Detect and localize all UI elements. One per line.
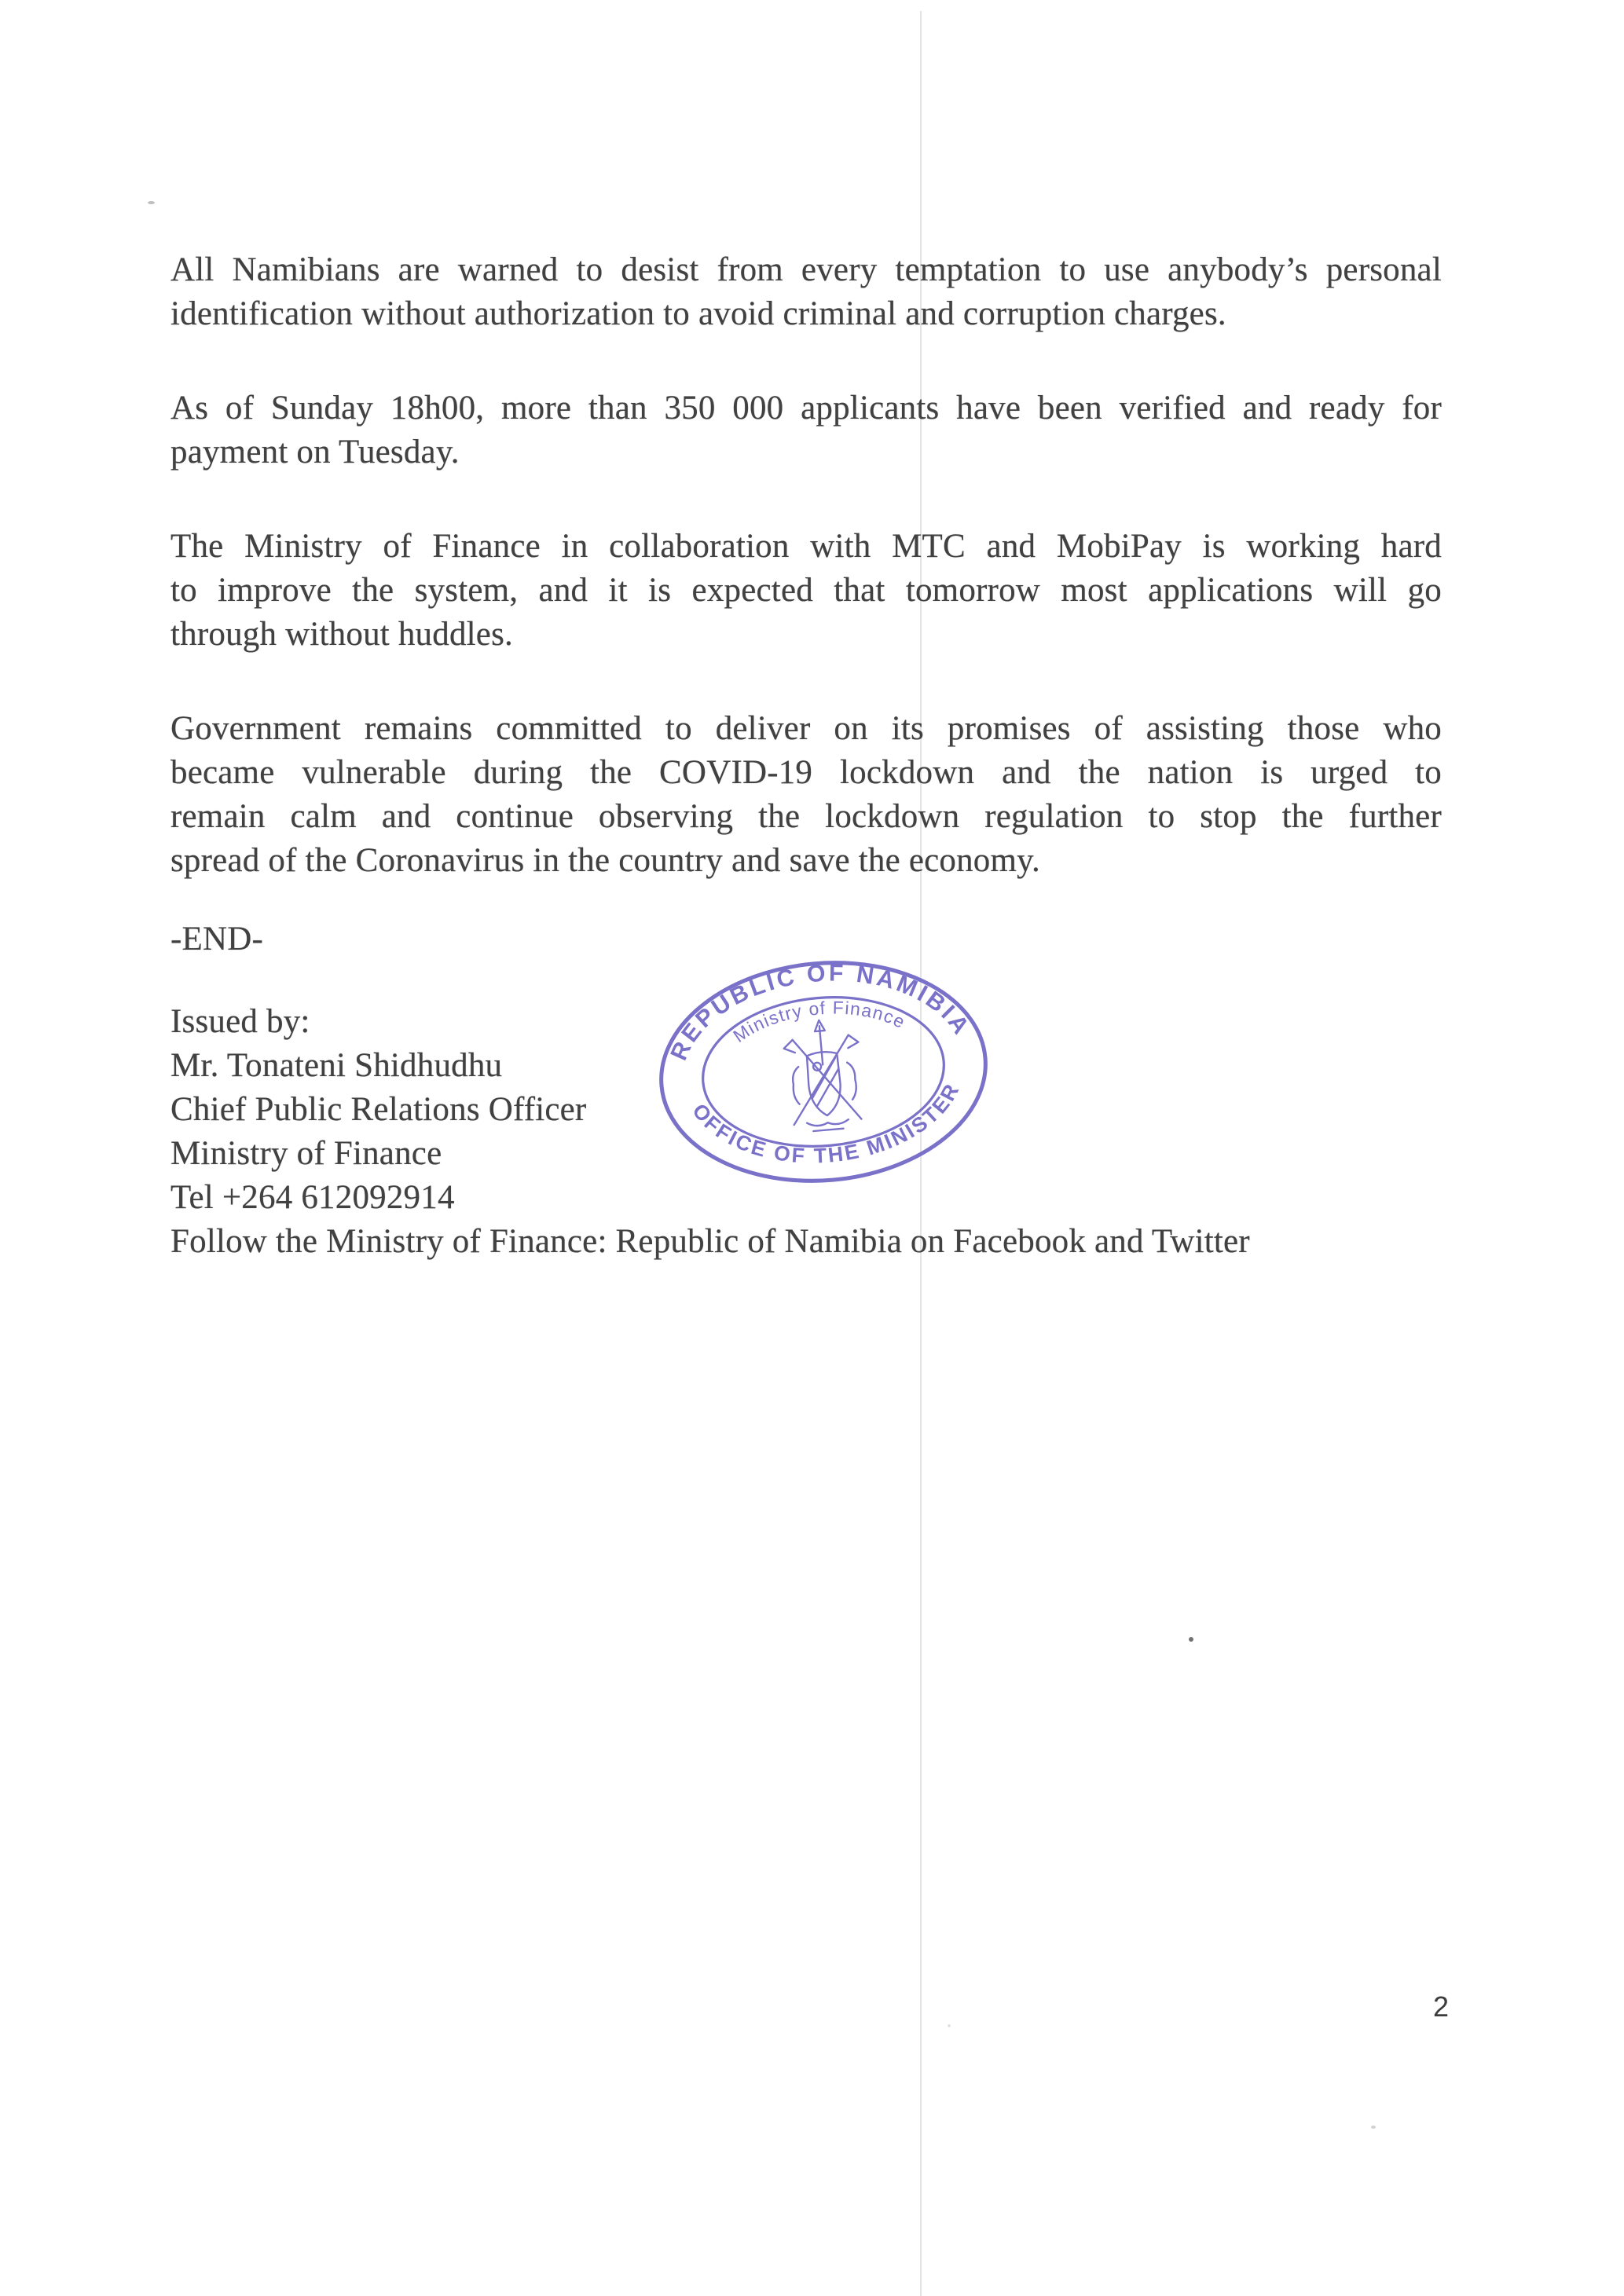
- issuer-name: Mr. Tonateni Shidhudhu: [170, 1047, 503, 1084]
- text-line: spread of the Coronavirus in the country and save the economy.: [170, 842, 1040, 879]
- text-line: payment on Tuesday.: [170, 434, 460, 471]
- body-paragraph: [170, 707, 1442, 883]
- text-line: to improve the system, and it is expected that tomorrow most applications will go: [170, 572, 1442, 609]
- text-line: identification without authorization to avoid criminal and corruption charges.: [170, 295, 1226, 332]
- stamp-ministry-text: Ministry of Finance: [729, 997, 910, 1047]
- body-paragraph: [170, 386, 1442, 474]
- coat-of-arms-icon: [782, 1017, 866, 1133]
- ministry-stamp: [645, 943, 1002, 1201]
- body-paragraph: [170, 248, 1442, 336]
- scan-speck: [148, 201, 155, 204]
- issuer-phone: Tel +264 612092914: [170, 1179, 455, 1216]
- text-line: Government remains committed to deliver on its promises of assisting those who: [170, 710, 1442, 747]
- stamp-top-text: REPUBLIC OF NAMIBIA: [665, 960, 976, 1064]
- issued-by-label: Issued by:: [170, 1003, 310, 1040]
- end-marker: -END-: [170, 921, 264, 958]
- text-line: All Namibians are warned to desist from every temptation to use anybody’s personal: [170, 251, 1442, 288]
- text-line: remain calm and continue observing the lockdown regulation to stop the further: [170, 798, 1442, 835]
- page-number: 2: [1433, 1990, 1450, 2023]
- issuer-title: Chief Public Relations Officer: [170, 1091, 587, 1128]
- body-paragraph: [170, 525, 1442, 657]
- text-line: The Ministry of Finance in collaboration with MTC and MobiPay is working hard: [170, 528, 1442, 565]
- scan-speck: [948, 2024, 951, 2027]
- scan-speck: [1371, 2126, 1376, 2129]
- text-line: through without huddles.: [170, 616, 513, 653]
- follow-note: Follow the Ministry of Finance: Republic of Namibia on Facebook and Twitter: [170, 1223, 1250, 1260]
- stamp-bottom-text: OFFICE OF THE MINISTER: [687, 1078, 965, 1168]
- issuer-organization: Ministry of Finance: [170, 1135, 442, 1172]
- text-line: became vulnerable during the COVID-19 lockdown and the nation is urged to: [170, 754, 1442, 791]
- scan-speck: [1189, 1637, 1193, 1642]
- text-line: As of Sunday 18h00, more than 350 000 applicants have been verified and ready for: [170, 390, 1442, 427]
